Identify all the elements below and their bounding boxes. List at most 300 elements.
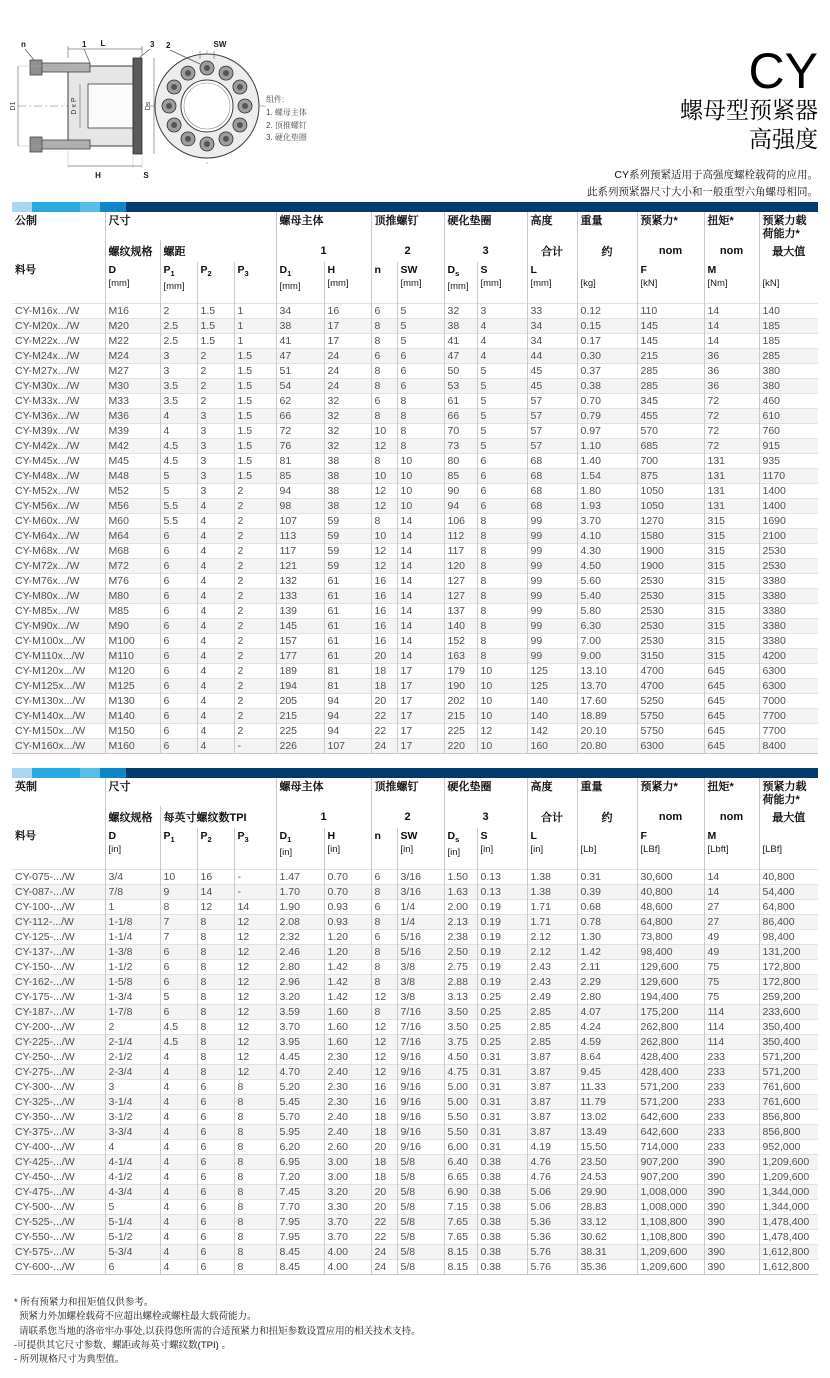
cell: 22 <box>371 1229 397 1244</box>
cell: 8 <box>234 1169 276 1184</box>
cell: 2 <box>234 618 276 633</box>
cell: 4 <box>197 543 234 558</box>
cell: 2.85 <box>527 1004 577 1019</box>
cell: 7.20 <box>276 1169 324 1184</box>
table-row <box>12 438 818 453</box>
hardened-washer <box>133 58 142 154</box>
cell: 390 <box>704 1199 759 1214</box>
cell: 2.12 <box>527 929 577 944</box>
cell: 285 <box>637 378 704 393</box>
cell: 24 <box>324 363 371 378</box>
cell: 61 <box>324 603 371 618</box>
cell: 0.68 <box>577 899 637 914</box>
cell: 8 <box>371 914 397 929</box>
part-number-cell: CY-450-.../W <box>12 1169 105 1184</box>
cell: 61 <box>324 588 371 603</box>
cell: 2.80 <box>276 959 324 974</box>
cell: 3.30 <box>324 1199 371 1214</box>
cell: 2 <box>197 363 234 378</box>
cell: 6 <box>160 678 197 693</box>
cell: 262,800 <box>637 1034 704 1049</box>
table-row <box>12 678 818 693</box>
cell: 3.50 <box>444 1004 477 1019</box>
cell: 129,600 <box>637 959 704 974</box>
cell: 5.5 <box>160 513 197 528</box>
cell: 8 <box>197 1034 234 1049</box>
column-header: $D_s$ [in] <box>444 828 477 869</box>
product-code: CY <box>748 43 818 99</box>
cell: 12 <box>234 974 276 989</box>
cell: 70 <box>444 423 477 438</box>
cell: 6 <box>160 603 197 618</box>
column-header: F [LBf] <box>637 828 704 869</box>
cell: 8 <box>477 543 527 558</box>
cell: 6300 <box>759 663 818 678</box>
product-description-line: CY系列预紧适用于高强度螺栓载荷的应用。 <box>614 168 818 181</box>
group-header: 预紧力载荷能力* <box>759 212 818 240</box>
cell: 6 <box>160 944 197 959</box>
cell: 6 <box>160 618 197 633</box>
cell: 6 <box>160 558 197 573</box>
cell: 315 <box>704 543 759 558</box>
cell: 4 <box>160 408 197 423</box>
part-number-cell: CY-162-.../W <box>12 974 105 989</box>
legend-item: 2. 顶推螺钉 <box>266 120 307 130</box>
cell: 10 <box>477 693 527 708</box>
cell: 14 <box>397 513 444 528</box>
cell: 86,400 <box>759 914 818 929</box>
cell: 1.80 <box>577 483 637 498</box>
cell: 2 <box>234 678 276 693</box>
cell: 81 <box>324 663 371 678</box>
cell: 20.80 <box>577 738 637 753</box>
cell: 121 <box>276 558 324 573</box>
cell: 14 <box>397 528 444 543</box>
cell: 12 <box>234 1004 276 1019</box>
cell: 35.36 <box>577 1259 637 1274</box>
cell: 4 <box>197 573 234 588</box>
cell: 75 <box>704 989 759 1004</box>
table-row <box>12 1064 818 1079</box>
subgroup-header: 合计 <box>527 806 577 828</box>
cell: 0.38 <box>477 1259 527 1274</box>
cell: 12 <box>234 1034 276 1049</box>
cell: 4 <box>197 648 234 663</box>
subgroup-header: nom <box>704 806 759 828</box>
cell: 61 <box>324 633 371 648</box>
cell: 0.19 <box>477 899 527 914</box>
part-number-cell: CY-150-.../W <box>12 959 105 974</box>
cell: 6.30 <box>577 618 637 633</box>
part-number-cell: CY-M64x.../W <box>12 528 105 543</box>
column-header: $D_1$ [in] <box>276 828 324 869</box>
cell: 5.70 <box>276 1109 324 1124</box>
cell: 14 <box>397 588 444 603</box>
group-header: 重量 <box>577 212 637 240</box>
footnote-line: 请联系您当地的洛帝牢办事处,以获得您所需的合适预紧力和扭矩参数设置应用的相关技术支持。 <box>19 1325 421 1337</box>
cell: 5.60 <box>577 573 637 588</box>
cell: 2.38 <box>444 929 477 944</box>
part-number-cell: CY-M90x.../W <box>12 618 105 633</box>
cell: 2-1/2 <box>105 1049 160 1064</box>
subgroup-header <box>12 240 105 262</box>
cell: 2-1/4 <box>105 1034 160 1049</box>
cell: 50 <box>444 363 477 378</box>
part-number-cell: CY-M48x.../W <box>12 468 105 483</box>
cell: 0.93 <box>324 914 371 929</box>
cell: 131 <box>704 483 759 498</box>
part-number-cell: CY-275-.../W <box>12 1064 105 1079</box>
cell: 163 <box>444 648 477 663</box>
table-row <box>12 1094 818 1109</box>
cell: 2 <box>234 648 276 663</box>
subgroup-header: 螺纹规格 <box>105 240 160 262</box>
cell: 1900 <box>637 543 704 558</box>
cell: 315 <box>704 513 759 528</box>
cell: 2 <box>234 603 276 618</box>
cell: 6 <box>197 1214 234 1229</box>
column-header: M [Lbft] <box>704 828 759 869</box>
cell: 2.50 <box>444 944 477 959</box>
cell: 32 <box>324 438 371 453</box>
cell: 215 <box>276 708 324 723</box>
cell: 1,612,800 <box>759 1244 818 1259</box>
cell: 125 <box>527 663 577 678</box>
cell: 7700 <box>759 708 818 723</box>
cell: 8 <box>197 1049 234 1064</box>
cell: 7.95 <box>276 1229 324 1244</box>
cell: 460 <box>759 393 818 408</box>
column-header: L [mm] <box>527 262 577 303</box>
cell: 16 <box>371 588 397 603</box>
cell: M22 <box>105 333 160 348</box>
cell: 8 <box>477 558 527 573</box>
cell: 36 <box>704 363 759 378</box>
cell: 59 <box>324 543 371 558</box>
cell: 8 <box>371 513 397 528</box>
part-number-cell: CY-325-.../W <box>12 1094 105 1109</box>
cell: 5.40 <box>577 588 637 603</box>
cell: 4.59 <box>577 1034 637 1049</box>
cell: 6300 <box>759 678 818 693</box>
header-row <box>12 828 818 869</box>
cell: 7.95 <box>276 1214 324 1229</box>
cell: 2.32 <box>276 929 324 944</box>
cell: 2.43 <box>527 959 577 974</box>
cell: 12 <box>477 723 527 738</box>
cell: 38 <box>324 453 371 468</box>
cell: 1-5/8 <box>105 974 160 989</box>
subgroup-header: 1 <box>276 806 371 828</box>
cell: 1.20 <box>324 944 371 959</box>
cell: 9/16 <box>397 1079 444 1094</box>
cell: 915 <box>759 438 818 453</box>
cell: 1.5 <box>197 333 234 348</box>
cell: 5-1/4 <box>105 1214 160 1229</box>
cell: 8 <box>234 1154 276 1169</box>
cell: 0.25 <box>477 989 527 1004</box>
cell: 2 <box>234 543 276 558</box>
cell: 14 <box>704 303 759 318</box>
cell: 571,200 <box>637 1094 704 1109</box>
cell: 6 <box>160 723 197 738</box>
cell: 1,108,800 <box>637 1229 704 1244</box>
cell: 233 <box>704 1139 759 1154</box>
group-header: 硬化垫圈 <box>444 778 527 806</box>
table-row <box>12 1214 818 1229</box>
cell: 8 <box>234 1214 276 1229</box>
cell: 1.10 <box>577 438 637 453</box>
cell: 10 <box>371 468 397 483</box>
cell: 18.89 <box>577 708 637 723</box>
cell: 1.60 <box>324 1034 371 1049</box>
cell: 2.46 <box>276 944 324 959</box>
cell: 0.79 <box>577 408 637 423</box>
technical-drawing <box>10 36 280 186</box>
cell: 1.42 <box>324 959 371 974</box>
cell: 117 <box>444 543 477 558</box>
table-row <box>12 633 818 648</box>
table-row <box>12 869 818 884</box>
cell: 5.20 <box>276 1079 324 1094</box>
cell: 315 <box>704 573 759 588</box>
column-header: $D_s$ [mm] <box>444 262 477 303</box>
cell: 6 <box>160 588 197 603</box>
cell: 10 <box>397 468 444 483</box>
cell: 2.49 <box>527 989 577 1004</box>
cell: 133 <box>276 588 324 603</box>
cell: 0.31 <box>477 1094 527 1109</box>
cell: 4.70 <box>276 1064 324 1079</box>
cell: 5/16 <box>397 929 444 944</box>
cell: 14 <box>397 558 444 573</box>
cell: 350,400 <box>759 1034 818 1049</box>
cell: 22 <box>371 723 397 738</box>
cell: 114 <box>704 1034 759 1049</box>
cell: 85 <box>276 468 324 483</box>
cell: 8.45 <box>276 1259 324 1274</box>
cell: 202 <box>444 693 477 708</box>
cell: 8 <box>371 408 397 423</box>
cell: 3.59 <box>276 1004 324 1019</box>
cell: 6 <box>160 738 197 753</box>
cell: 4.76 <box>527 1169 577 1184</box>
cell: 7.15 <box>444 1199 477 1214</box>
table-row <box>12 543 818 558</box>
cell: 645 <box>704 723 759 738</box>
cell: 1-1/8 <box>105 914 160 929</box>
cell: 137 <box>444 603 477 618</box>
cell: 1170 <box>759 468 818 483</box>
cell: 10 <box>477 678 527 693</box>
cell: 5250 <box>637 693 704 708</box>
part-number-cell: CY-M52x.../W <box>12 483 105 498</box>
front-view <box>148 40 266 164</box>
cell: 1-1/2 <box>105 959 160 974</box>
cell: 22 <box>371 1214 397 1229</box>
cell: 8 <box>234 1244 276 1259</box>
cell: 0.30 <box>577 348 637 363</box>
cell: 1.5 <box>197 303 234 318</box>
part-number-cell: CY-125-.../W <box>12 929 105 944</box>
cell: 24.53 <box>577 1169 637 1184</box>
table-row <box>12 1199 818 1214</box>
cell: 7 <box>160 929 197 944</box>
part-number-cell: CY-600-.../W <box>12 1259 105 1274</box>
cell: 8 <box>197 1004 234 1019</box>
group-header: 重量 <box>577 778 637 806</box>
footnotes <box>14 1296 421 1367</box>
cell: 4 <box>197 603 234 618</box>
cell: 1.5 <box>197 318 234 333</box>
cell: 18 <box>371 678 397 693</box>
cell: 9.00 <box>577 648 637 663</box>
column-header: $P_1$ [mm] <box>160 262 197 303</box>
cell: 6.65 <box>444 1169 477 1184</box>
cell: 8 <box>197 944 234 959</box>
cell: 1.54 <box>577 468 637 483</box>
cell: 0.70 <box>324 869 371 884</box>
cell: 4 <box>197 693 234 708</box>
cell: 0.13 <box>477 869 527 884</box>
cell: 6 <box>477 468 527 483</box>
cell: 1.5 <box>234 423 276 438</box>
cell: 1.38 <box>527 884 577 899</box>
cell: 106 <box>444 513 477 528</box>
cell: 129,600 <box>637 974 704 989</box>
cell: 2 <box>234 723 276 738</box>
cell: 1.50 <box>444 869 477 884</box>
cell: 0.39 <box>577 884 637 899</box>
cell: 4 <box>160 1079 197 1094</box>
cell: 18 <box>371 1169 397 1184</box>
cell: 33.12 <box>577 1214 637 1229</box>
cell: 0.38 <box>477 1244 527 1259</box>
cell: 1,108,800 <box>637 1214 704 1229</box>
cell: 3.00 <box>324 1154 371 1169</box>
cell: 2.11 <box>577 959 637 974</box>
cell: 428,400 <box>637 1064 704 1079</box>
cell: 17.60 <box>577 693 637 708</box>
cell: 2530 <box>637 603 704 618</box>
group-header: 公制 <box>15 215 37 227</box>
cell: 6 <box>197 1094 234 1109</box>
cell: 24 <box>324 378 371 393</box>
cell: 14 <box>397 603 444 618</box>
table-row <box>12 884 818 899</box>
cell: 8 <box>371 944 397 959</box>
cell: 6 <box>160 573 197 588</box>
cell: 1.47 <box>276 869 324 884</box>
column-header: $P_3$ <box>234 828 276 869</box>
cell: 3-3/4 <box>105 1124 160 1139</box>
part-number-cell: CY-187-.../W <box>12 1004 105 1019</box>
cell: 1400 <box>759 498 818 513</box>
cell: 315 <box>704 633 759 648</box>
cell: 14 <box>704 333 759 348</box>
cell: 0.93 <box>324 899 371 914</box>
table-row <box>12 603 818 618</box>
cell: 6 <box>105 1259 160 1274</box>
cell: 2 <box>234 528 276 543</box>
cell: 7700 <box>759 723 818 738</box>
cell: 2.13 <box>444 914 477 929</box>
cell: 5.50 <box>444 1124 477 1139</box>
cell: 4 <box>477 348 527 363</box>
cell: M20 <box>105 318 160 333</box>
cell: 10 <box>397 453 444 468</box>
cell: 3 <box>160 363 197 378</box>
cell: 4.5 <box>160 438 197 453</box>
cell: 2.00 <box>444 899 477 914</box>
part-number-cell: CY-M33x.../W <box>12 393 105 408</box>
cell: 15.50 <box>577 1139 637 1154</box>
cell: 99 <box>527 588 577 603</box>
cell: 2-3/4 <box>105 1064 160 1079</box>
cell: 5/8 <box>397 1214 444 1229</box>
cell: 2.29 <box>577 974 637 989</box>
cell: 38 <box>324 468 371 483</box>
cell: 7.65 <box>444 1214 477 1229</box>
product-grade: 高强度 <box>749 125 818 152</box>
cell: 14 <box>397 573 444 588</box>
cell: 34 <box>527 333 577 348</box>
part-number-cell: CY-M100x.../W <box>12 633 105 648</box>
cell: M68 <box>105 543 160 558</box>
subgroup-header: 3 <box>444 240 527 262</box>
cell: 17 <box>397 708 444 723</box>
cell: 4 <box>197 588 234 603</box>
cell: 7 <box>160 914 197 929</box>
cell: 4-1/4 <box>105 1154 160 1169</box>
cell: 5 <box>477 393 527 408</box>
cell: 6 <box>197 1184 234 1199</box>
table-row <box>12 318 818 333</box>
cell: 14 <box>704 318 759 333</box>
group-header: 扭矩* <box>704 778 759 806</box>
header-row <box>12 806 818 828</box>
cell: 127 <box>444 573 477 588</box>
cell: 952,000 <box>759 1139 818 1154</box>
cell: 0.12 <box>577 303 637 318</box>
cell: 8 <box>197 974 234 989</box>
table-row <box>12 348 818 363</box>
cell: 81 <box>276 453 324 468</box>
cell: 3.87 <box>527 1064 577 1079</box>
cell: 2 <box>234 633 276 648</box>
cell: M60 <box>105 513 160 528</box>
cell: 2530 <box>637 633 704 648</box>
cell: 6 <box>160 693 197 708</box>
cell: 1.70 <box>276 884 324 899</box>
part-number-cell: CY-M130x.../W <box>12 693 105 708</box>
cell: 10 <box>160 869 197 884</box>
column-header: n <box>371 828 397 869</box>
cell: 4.30 <box>577 543 637 558</box>
part-number-cell: CY-M76x.../W <box>12 573 105 588</box>
part-number-cell: CY-175-.../W <box>12 989 105 1004</box>
subgroup-header: 1 <box>276 240 371 262</box>
components-legend <box>266 94 307 145</box>
cell: 6.95 <box>276 1154 324 1169</box>
cell: 12 <box>371 483 397 498</box>
cell: 4 <box>477 333 527 348</box>
cell: 17 <box>397 723 444 738</box>
cell: 4.19 <box>527 1139 577 1154</box>
subgroup-header: 合计 <box>527 240 577 262</box>
cell: 233 <box>704 1049 759 1064</box>
column-header: S [mm] <box>477 262 527 303</box>
